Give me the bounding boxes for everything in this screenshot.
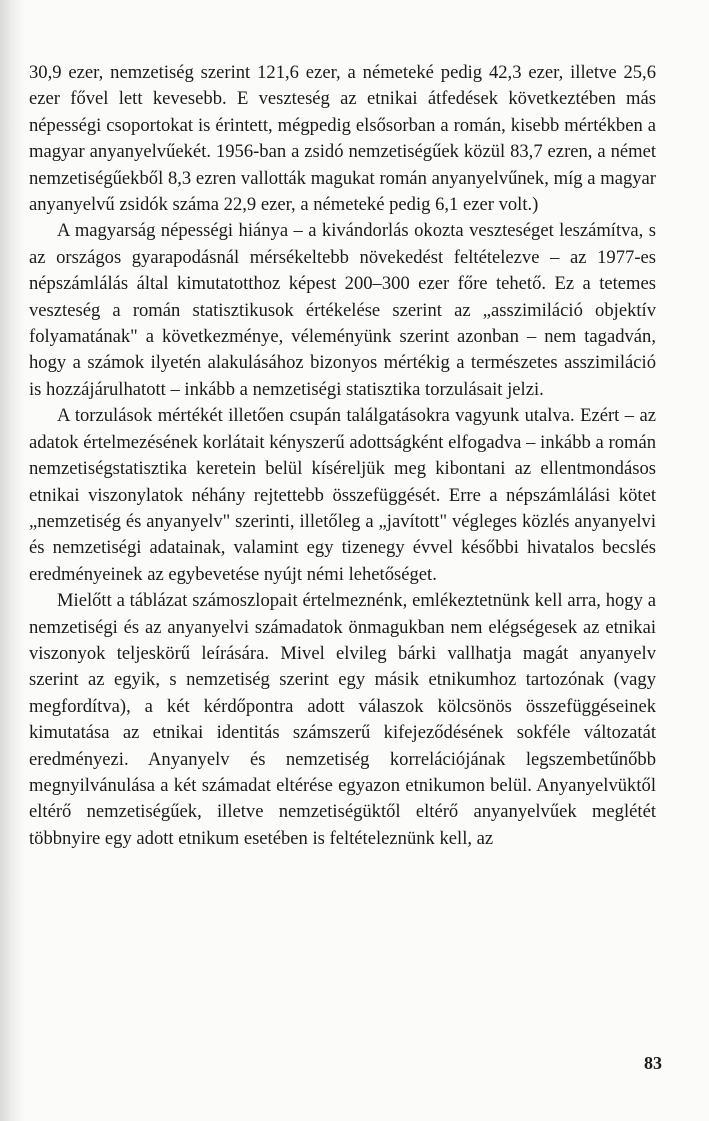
paragraph-4: Mielőtt a táblázat számoszlopait értelmeznénk, emlékeztetnünk kell arra, hogy a nemzetiségi és az anyanyelvi számadatok önmagukban nem elégségesek az etnikai viszonyok teljeskörű leírására. Mivel elvileg bárki vallhatja magát anyanyelv szerint az egyik, s nemzetiség szerint egy másik etnikumhoz tartozónak (vagy megfordítva), a két kérdőpontra adott válaszok kölcsönös összefüggéseinek kimutatása az etnikai identitás számszerű kifejeződésének sokféle változatát eredményezi. Anyanyelv és nemzetiség korrelációjának legszembetűnőbb megnyilvánulása a két számadat eltérése egyazon etnikumon belül. Anyanyelvüktől eltérő nemzetiségűek, illetve nemzetiségüktől eltérő anyanyelvűek meglétét többnyire egy adott etnikum esetében is feltételeznünk kell, az (29, 590, 656, 849)
page-number: 83 (644, 1053, 662, 1073)
paragraph-3: A torzulások mértékét illetően csupán találgatásokra vagyunk utalva. Ezért – az adatok értelmezésének korlátait kényszerű adottságként elfogadva – inkább a román nemzetiségstatisztika keretein belül kíséreljük meg kibontani az ellentmondásos etnikai viszonylatok néhány rejtettebb összefüggését. Erre a népszámlálási kötet „nemzetiség és anyanyelv" szerinti, illetőleg a „javított" végleges közlés anyanyelvi és nemzetiségi adatainak, valamint egy tizenegy évvel későbbi hivatalos becslés eredményeinek az egybevetése nyújt némi lehetőséget. (29, 405, 656, 585)
paragraph-1: 30,9 ezer, nemzetiség szerint 121,6 ezer, a németeké pedig 42,3 ezer, illetve 25,6 ezer fővel lett kevesebb. E veszteség az etnikai átfedések következtében más népességi csoportokat is érintett, mégpedig elsősorban a román, kisebb mértékben a magyar anyanyelvűekét. 1956-ban a zsidó nemzetiségűek közül 83,7 ezren, a német nemzetiségűekből 8,3 ezren vallották magukat román anyanyelvűnek, míg a magyar anyanyelvű zsidók száma 22,9 ezer, a németeké pedig 6,1 ezer volt.) (29, 62, 656, 216)
paragraph-2: A magyarság népességi hiánya – a kivándorlás okozta veszteséget leszámítva, s az országos gyarapodásnál mérsékeltebb növekedést feltételezve – az 1977-es népszámlálás által kimutatotthoz képest 200–300 ezer főre tehető. Ez a tetemes veszteség a román statisztikusok értékelése szerint az „asszimiláció objektív folyamatának" a következménye, véleményünk szerint azonban – nem tagadván, hogy a számok ilyetén alakulásához bizonyos mértékig a természetes asszimiláció is hozzájárulhatott – inkább a nemzetiségi statisztika torzulásait jelzi. (29, 220, 656, 400)
body-text (29, 60, 656, 852)
page-gutter-shadow (0, 0, 24, 1121)
